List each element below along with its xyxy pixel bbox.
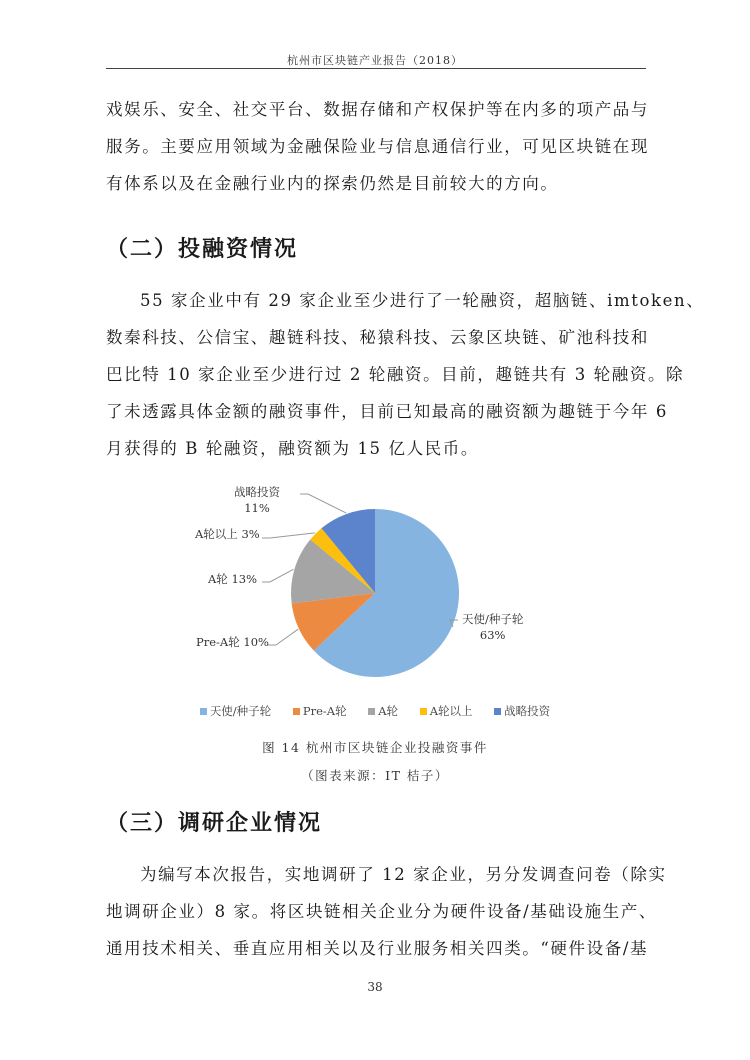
data-label-pct: 3% (241, 527, 260, 541)
data-label-name: Pre-A轮 (196, 635, 240, 649)
data-label-name: A轮以上 (195, 527, 238, 541)
data-label-strategic (234, 484, 280, 516)
page-header-title: 杭州市区块链产业报告（2018） (287, 54, 463, 67)
legend-item (420, 703, 473, 719)
legend-item (293, 703, 347, 719)
survey-paragraph (106, 856, 667, 967)
text-line: 55 家企业中有 29 家企业至少进行了一轮融资，超脑链、imtoken、 (140, 291, 705, 310)
legend-item (494, 703, 550, 719)
chart-legend (0, 703, 750, 719)
data-label-angel (462, 611, 523, 643)
legend-label: 天使/种子轮 (209, 704, 272, 718)
legend-item (368, 703, 398, 719)
section-heading-survey: （三）调研企业情况 (106, 811, 323, 836)
legend-swatch (200, 708, 207, 715)
figure-caption: 图 14 杭州市区块链企业投融资事件 (262, 740, 488, 755)
legend-swatch (368, 708, 375, 715)
leader-line (268, 629, 298, 645)
section-heading-investment: （二）投融资情况 (106, 237, 299, 262)
text-line: 通用技术相关、垂直应用相关以及行业服务相关四类。“硬件设备/基 (106, 939, 649, 958)
data-label-pct: 63% (479, 628, 506, 642)
data-label-name: 战略投资 (234, 485, 280, 499)
legend-swatch (293, 708, 300, 715)
data-label-pct: 10% (243, 635, 269, 649)
leader-line (262, 533, 315, 538)
text-line: 巴比特 10 家企业至少进行过 2 轮融资。目前，趣链共有 3 轮融资。除 (106, 365, 685, 384)
data-label-name: 天使/种子轮 (462, 612, 524, 626)
legend-label: A轮以上 (429, 704, 473, 718)
text-line: 地调研企业）8 家。将区块链相关企业分为硬件设备/基础设施生产、 (106, 902, 658, 921)
leader-line (300, 494, 346, 513)
figure-source: （图表来源：IT 桔子） (301, 768, 449, 783)
data-label-pre-a (196, 634, 269, 650)
text-line: 为编写本次报告，实地调研了 12 家企业，另分发调查问卷（除实 (140, 865, 667, 884)
data-label-name: A轮 (208, 572, 228, 586)
text-line: 有体系以及在金融行业内的探索仍然是目前较大的方向。 (106, 174, 559, 193)
text-line: 了未透露具体金额的融资事件，目前已知最高的融资额为趣链于今年 6 (106, 402, 668, 421)
legend-swatch (420, 708, 427, 715)
text-line: 戏娱乐、安全、社交平台、数据存储和产权保护等在内多的项产品与 (106, 100, 649, 119)
page-number: 38 (367, 980, 383, 994)
data-label-a-plus (195, 526, 260, 542)
text-line: 服务。主要应用领域为金融保险业与信息通信行业，可见区块链在现 (106, 137, 649, 156)
legend-label: Pre-A轮 (302, 704, 347, 718)
legend-item (200, 703, 271, 719)
data-label-a (208, 571, 257, 587)
legend-label: A轮 (378, 704, 399, 718)
data-label-pct: 13% (231, 572, 258, 586)
text-line: 数秦科技、公信宝、趣链科技、秘猿科技、云象区块链、矿池科技和 (106, 328, 649, 347)
data-label-pct: 11% (244, 501, 270, 515)
legend-label: 战略投资 (504, 704, 551, 718)
leader-line (262, 569, 293, 582)
text-line: 月获得的 B 轮融资，融资额为 15 亿人民币。 (106, 439, 480, 458)
legend-swatch (494, 708, 501, 715)
